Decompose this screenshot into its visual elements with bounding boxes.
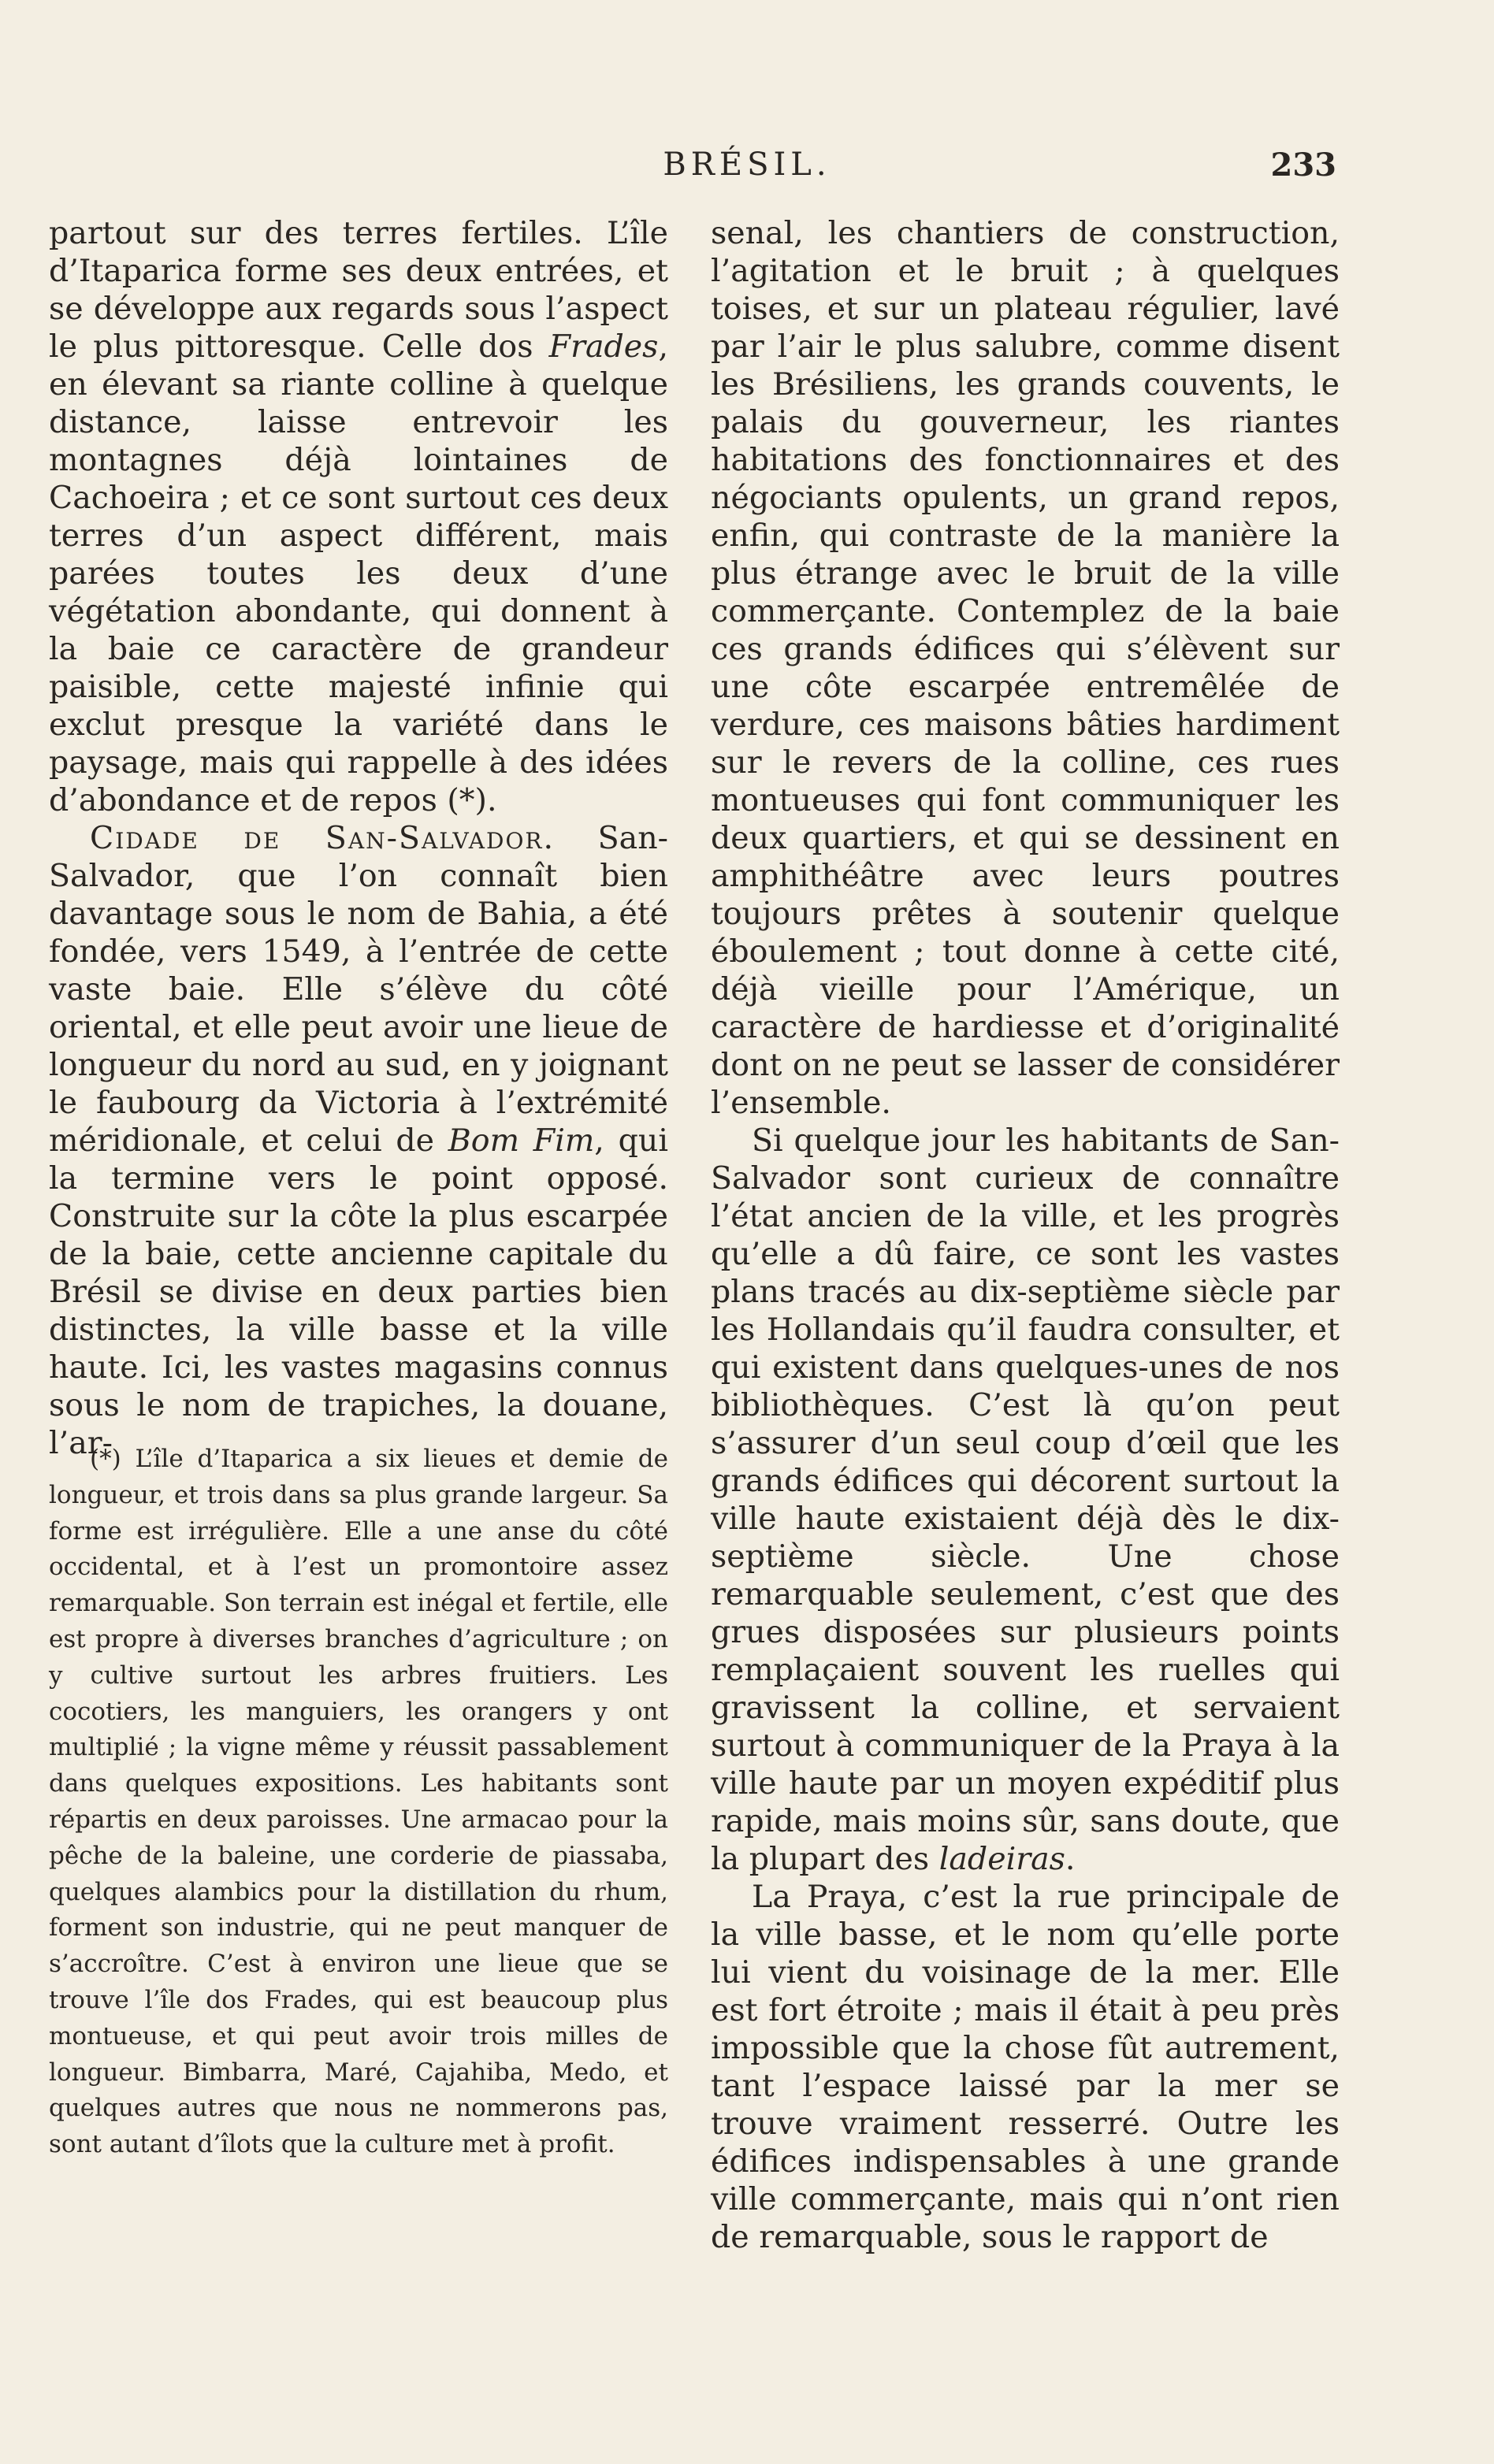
right-column — [711, 214, 1340, 2256]
running-title: BRÉSIL. — [663, 147, 831, 183]
footnote-text: (*) L’île d’Itaparica a six lieues et demie de longueur, et trois dans sa plus grande largeur. Sa forme est irrégulière. Elle a une anse du côté occidental, et à l’est un promontoire assez remarquable. Son terrain est inégal et fertile, elle est propre à diverses branches d’agriculture ; on y cultive surtout les arbres fruitiers. Les cocotiers, les manguiers, les orangers y ont multiplié ; la vigne même y réussit passablement dans quelques expositions. Les habitants sont répartis en deux paroisses. Une armacao pour la pêche de la baleine, une corderie de piassaba, quelques alambics pour la distillation du rhum, forment son industrie, qui ne peut manquer de s’accroître. C’est à environ une lieue que se trouve l’île dos Frades, qui est beaucoup plus montueuse, et qui peut avoir trois milles de longueur. Bimbarra, Maré, Cajahiba, Medo, et quelques autres que nous ne nommerons pas, sont autant d’îlots que la culture met à profit. — [49, 1445, 668, 2159]
footnote — [49, 1442, 668, 2163]
left-paragraph-1-text-rest: , en élevant sa riante colline à quelque distance, laisse entrevoir les montagnes déjà lointaines de Cachoeira ; et ce sont surtout ces deux terres d’un aspect différent, mais parées toutes les deux d’une végétation abondante, qui donnent à la baie ce caractère de grandeur paisible, cette majesté infinie qui exclut presque la variété dans le paysage, mais qui rappelle à des idées d’abondance et de repos (*). — [49, 328, 668, 818]
right-paragraph-2-text-rest: . — [1065, 1841, 1076, 1877]
left-paragraph-2-text-rest: , qui la termine vers le point opposé. Construite sur la côte la plus escarpée de la baie, cette ancienne capitale du Brésil se divise en deux parties bien distinctes, la ville basse et la ville haute. Ici, les vastes magasins connus sous le nom de trapiches, la douane, l’ar- — [49, 1123, 668, 1461]
left-paragraph-2-text: San-Salvador, que l’on connaît bien davantage sous le nom de Bahia, a été fondée, vers 1549, à l’entrée de cette vaste baie. Elle s’élève du côté oriental, et elle peut avoir une lieue de longueur du nord au sud, en y joignant le faubourg da Victoria à l’extrémité méridionale, et celui de — [49, 820, 669, 1159]
right-paragraph-2 — [711, 1122, 1340, 1878]
left-paragraph-1-italic: Frades — [548, 328, 659, 365]
right-paragraph-2-text: Si quelque jour les habitants de San-Salvador sont curieux de connaître l’état ancien de la ville, et les progrès qu’elle a dû faire, ce sont les vastes plans tracés au dix-septième siècle par les Hollandais qu’il faudra consulter, et qui existent dans quelques-unes de nos bibliothèques. C’est là qu’on peut s’assurer d’un seul coup d’œil que les grands édifices qui décorent surtout la ville haute existaient déjà dès le dix-septième siècle. Une chose remarquable seulement, c’est que des grues disposées sur plusieurs points remplaçaient souvent les ruelles qui gravissent la colline, et servaient surtout à communiquer de la Praya à la ville haute par un moyen expéditif plus rapide, mais moins sûr, sans doute, que la plupart des — [711, 1123, 1340, 1877]
page-number: 233 — [1270, 147, 1336, 184]
left-paragraph-1-text: partout sur des terres fertiles. L’île d’Itaparica forme ses deux entrées, et se développe aux regards sous l’aspect le plus pittoresque. Celle dos — [49, 215, 668, 365]
right-paragraph-2-italic: ladeiras — [938, 1841, 1065, 1877]
right-paragraph-1: senal, les chantiers de construction, l’agitation et le bruit ; à quelques toises, et sur un plateau régulier, lavé par l’air le plus salubre, comme disent les Brésiliens, les grands couvents, le palais du gouverneur, les riantes habitations des fonctionnaires et des négociants opulents, un grand repos, enfin, qui contraste de la manière la plus étrange avec le bruit de la ville commerçante. Contemplez de la baie ces grands édifices qui s’élèvent sur une côte escarpée entremêlée de verdure, ces maisons bâties hardiment sur le revers de la colline, ces rues montueuses qui font communiquer les deux quartiers, et qui se dessinent en amphithéâtre avec leurs poutres toujours prêtes à soutenir quelque éboulement ; tout donne à cette cité, déjà vieille pour l’Amérique, un caractère de hardiesse et d’originalité dont on ne peut se lasser de considérer l’ensemble. — [711, 215, 1340, 1121]
left-paragraph-2 — [49, 819, 668, 1462]
left-paragraph-2-italic: Bom Fim — [448, 1123, 595, 1159]
left-column — [49, 214, 668, 1462]
running-header — [0, 147, 1494, 191]
left-paragraph-1 — [49, 214, 668, 819]
section-heading: Cidade de San-Salvador. — [90, 820, 556, 856]
right-paragraph-3: La Praya, c’est la rue principale de la ville basse, et le nom qu’elle porte lui vient du voisinage de la mer. Elle est fort étroite ; mais il était à peu près impossible que la chose fût autrement, tant l’espace laissé par la mer se trouve vraiment resserré. Outre les édifices indispensables à une grande ville commerçante, mais qui n’ont rien de remarquable, sous le rapport de — [711, 1879, 1340, 2255]
